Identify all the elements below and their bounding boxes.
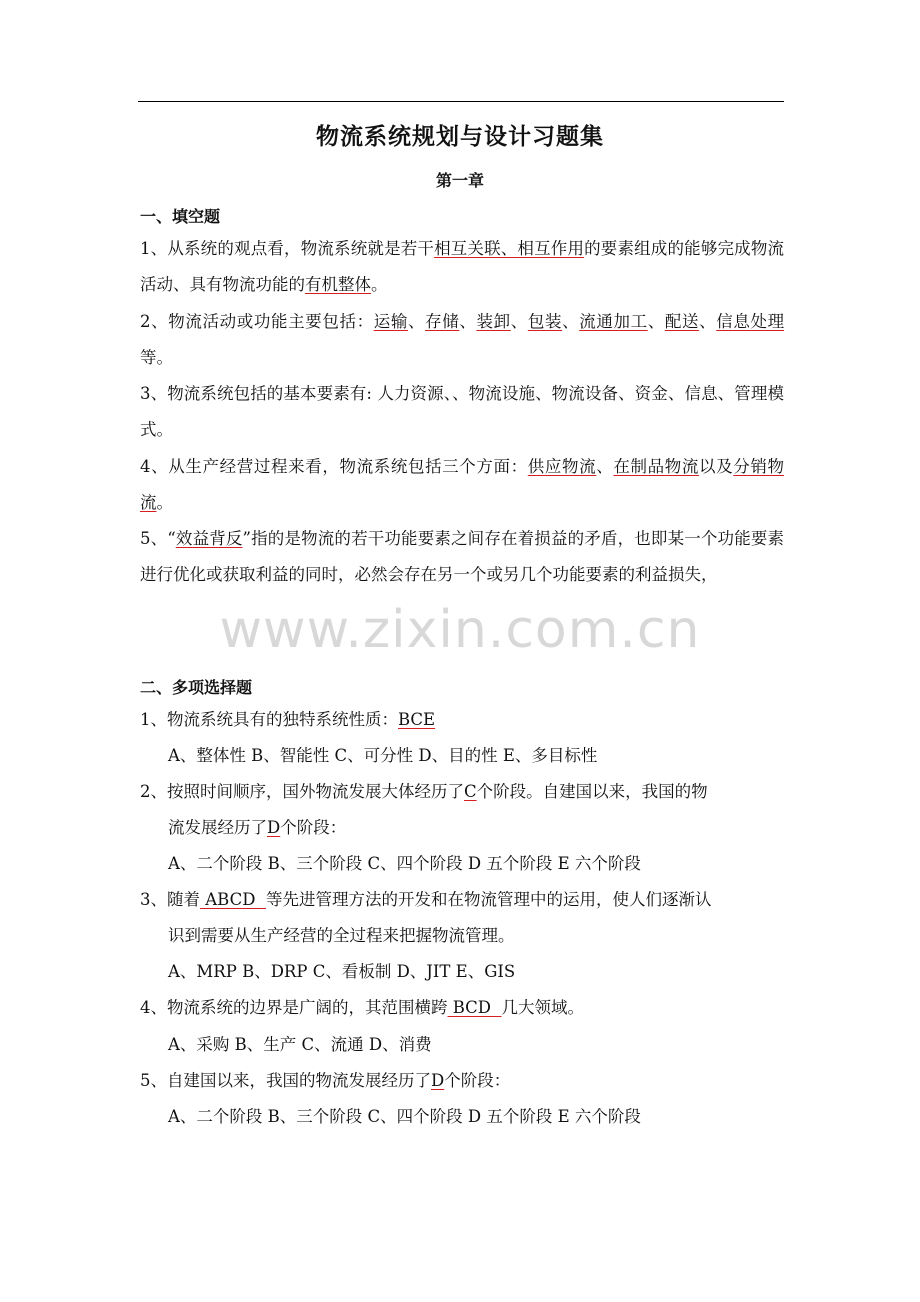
question-text: 等先进管理方法的开发和在物流管理中的运用，使人们逐渐认 (265, 890, 712, 909)
question-fill-4 (140, 449, 784, 521)
question-text: 5、“ (140, 529, 176, 548)
answer-underlined: 供应物流 (527, 457, 597, 476)
question-text: 5、自建国以来，我国的物流发展经历了 (140, 1071, 431, 1090)
answer-underlined: D (431, 1071, 445, 1090)
question-mc-3 (140, 888, 711, 912)
options-mc-5: A、二个阶段 B、三个阶段 C、四个阶段 D 五个阶段 E 六个阶段 (168, 1107, 641, 1126)
answer-underlined: 配送 (664, 312, 700, 331)
answer-underlined: 存储 (425, 312, 460, 331)
question-text: 1、物流系统具有的独特系统性质： (140, 710, 398, 729)
question-mc-4 (140, 996, 584, 1020)
question-fill-1 (140, 231, 784, 303)
answer-underlined: 相互关联、相互作用 (434, 239, 585, 258)
options-mc-2: A、二个阶段 B、三个阶段 C、四个阶段 D 五个阶段 E 六个阶段 (168, 854, 641, 873)
question-text: 个阶段： (280, 818, 347, 837)
question-text: 几大领域。 (501, 998, 585, 1017)
question-text: 3、随着 (140, 890, 200, 909)
options-mc-4: A、采购 B、生产 C、流通 D、消费 (168, 1035, 432, 1054)
question-text: 3、物流系统包括的基本要素有: 人力资源、、物流设施、物流设备、资金、信息、管理模式。 (140, 384, 784, 439)
answer-underlined: 效益背反 (175, 529, 243, 548)
options-mc-1: A、整体性 B、智能性 C、可分性 D、目的性 E、多目标性 (168, 746, 598, 765)
separator: 、 (699, 312, 717, 331)
answer-underlined: BCE (398, 710, 436, 729)
answer-underlined: ABCD (200, 890, 266, 909)
answer-underlined: 运输 (373, 312, 408, 331)
question-text: 个阶段。自建国以来，我国的物 (476, 782, 708, 801)
separator: 、 (596, 457, 614, 476)
answer-underlined: BCD (447, 998, 502, 1017)
answer-underlined: 信息处理 (716, 312, 785, 331)
question-text: 。 (156, 493, 173, 512)
question-mc-3-continued: 识到需要从生产经营的全过程来把握物流管理。 (168, 926, 515, 945)
question-fill-5 (140, 521, 784, 593)
question-text: ”指的是物流的若干功能要素之间存在着损益的矛盾，也即某一个功能要素进行优化或获取利益的同时，必然会存在另一个或另几个功能要素的利益损失， (140, 529, 785, 584)
question-mc-2-continued (168, 816, 346, 840)
question-text: 等。 (140, 348, 173, 367)
answer-underlined: 装卸 (476, 312, 511, 331)
chapter-heading: 第一章 (435, 171, 484, 190)
answer-underlined: 流通加工 (579, 312, 648, 331)
question-mc-1 (140, 708, 435, 732)
answer-underlined: C (464, 782, 477, 801)
question-fill-3 (140, 376, 784, 448)
question-text: 2、物流活动或功能主要包括： (140, 312, 374, 331)
question-text: 4、物流系统的边界是广阔的，其范围横跨 (140, 998, 448, 1017)
question-text: 流发展经历了 (168, 818, 267, 837)
question-text: 的要素组成的能够完成物流活动、具有物流功能的 (140, 239, 785, 294)
answer-underlined: 在制品物流 (613, 457, 700, 476)
document-title: 物流系统规划与设计习题集 (316, 123, 604, 150)
separator: 、 (647, 312, 665, 331)
answer-underlined: 包装 (527, 312, 563, 331)
question-text: 。 (371, 275, 388, 294)
question-text: 个阶段： (444, 1071, 511, 1090)
question-mc-2 (140, 780, 708, 804)
separator: 、 (562, 312, 580, 331)
answer-underlined: 有机整体 (305, 275, 371, 294)
question-fill-2 (140, 304, 784, 376)
question-text: 以及 (699, 457, 734, 476)
options-mc-3: A、MRP B、DRP C、看板制 D、JIT E、GIS (168, 962, 516, 981)
answer-underlined: D (267, 818, 281, 837)
separator: 、 (459, 312, 477, 331)
separator: 、 (510, 312, 528, 331)
section-heading-fill-in: 一、填空题 (140, 207, 221, 226)
section-heading-multiple-choice: 二、多项选择题 (140, 678, 253, 697)
separator: 、 (407, 312, 426, 331)
watermark: www.zixin.com.cn (219, 600, 701, 660)
question-text: 4、从生产经营过程来看，物流系统包括三个方面： (140, 457, 528, 476)
question-text: 2、按照时间顺序，国外物流发展大体经历了 (140, 782, 464, 801)
question-mc-5 (140, 1069, 510, 1093)
header-rule (138, 101, 784, 102)
answer-underlined: 分销物流 (140, 457, 785, 512)
question-text: 1、从系统的观点看，物流系统就是若干 (140, 239, 435, 258)
